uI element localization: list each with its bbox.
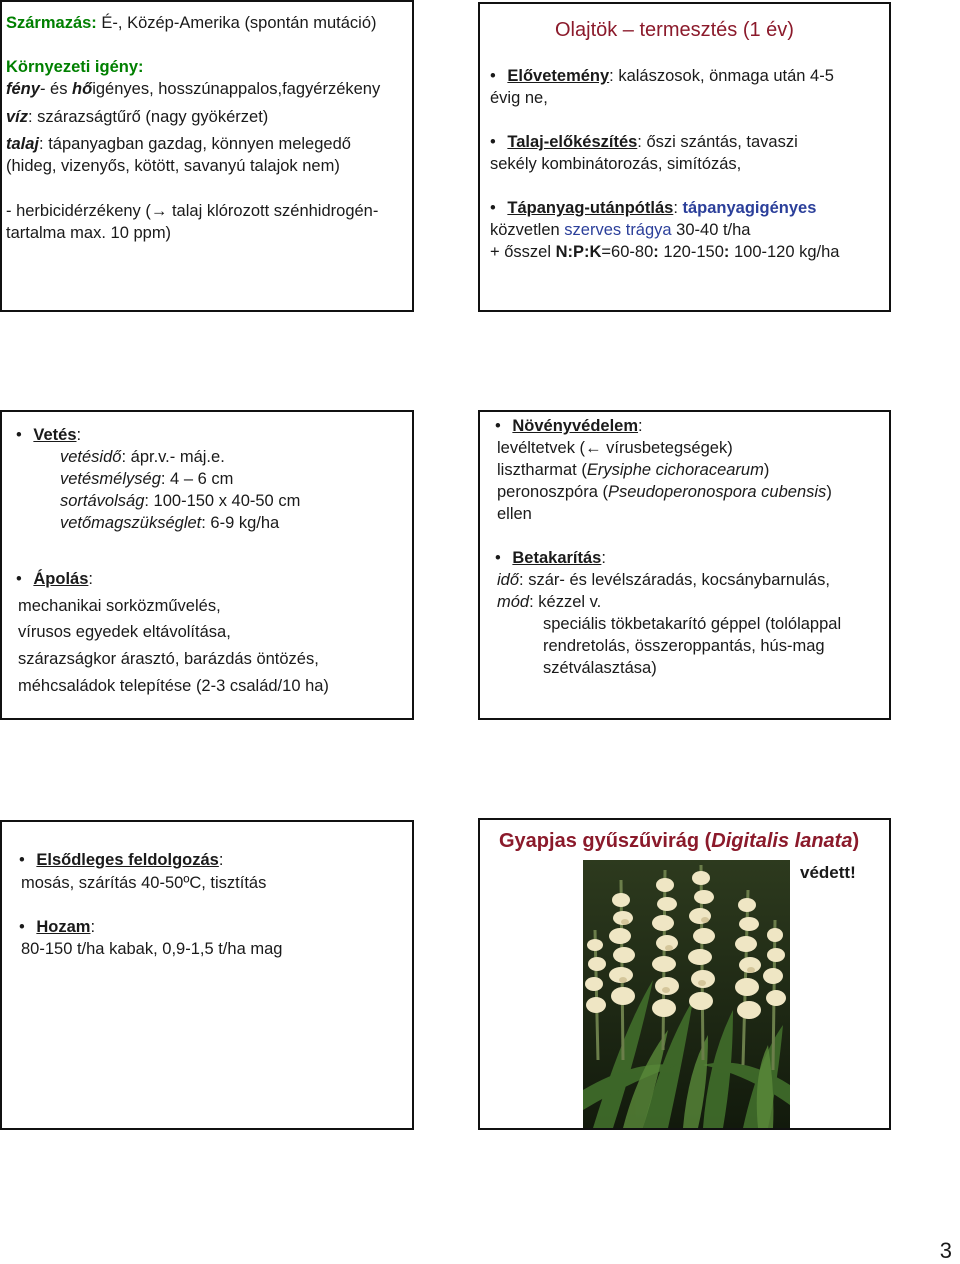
npk-line xyxy=(490,241,839,263)
herbicide-line: - herbicidérzékeny (→ talaj klórozott szénhidrogén- xyxy=(6,202,379,220)
harvest-time-term: idő xyxy=(497,571,520,589)
soil-text: : tápanyagban gazdag, könnyen melegedő xyxy=(39,135,351,153)
pre-crop-text: : kalászosok, önmaga után 4-5 xyxy=(609,67,834,85)
sowing-heading xyxy=(16,424,81,446)
protection-colon: : xyxy=(638,417,643,435)
water-text: : szárazságtűrő (nagy gyökérzet) xyxy=(28,108,269,126)
npk-k: 100-120 kg/ha xyxy=(729,243,840,261)
protection-label: Növényvédelem xyxy=(512,417,639,435)
yield-text: 80-150 t/ha kabak, 0,9-1,5 t/ha mag xyxy=(21,940,283,958)
protection-item xyxy=(497,459,769,481)
care-item: vírusos egyedek eltávolítása, xyxy=(18,623,231,641)
harvest-heading xyxy=(495,547,606,569)
harvest-time-value: : szár- és levélszáradás, kocsánybarnulás, xyxy=(519,571,830,589)
water-line xyxy=(6,106,268,128)
protection-item: levéltetvek (← vírusbetegségek) xyxy=(497,439,733,457)
npk-n: =60-80 xyxy=(601,243,654,261)
care-colon: : xyxy=(88,570,93,588)
foxglove-plant-photo xyxy=(583,860,790,1128)
row-spacing-line xyxy=(60,490,300,512)
foxglove-title-a: Gyapjas gyűszűvirág ( xyxy=(499,830,712,852)
downy-suffix: ) xyxy=(826,483,832,501)
slide-processing xyxy=(0,820,414,1130)
processing-text: mosás, szárítás 40-50ºC, tisztítás xyxy=(21,874,267,892)
heat-term: hő xyxy=(72,80,93,98)
soil-prep-line xyxy=(490,131,798,153)
harvest-mode-value: : kézzel v. xyxy=(529,593,602,611)
foxglove-plant-icon xyxy=(583,860,790,1128)
processing-heading xyxy=(19,849,223,871)
row-spacing-term: sortávolság xyxy=(60,492,145,510)
soil-prep-line-2: sekély kombinátorozás, simítózás, xyxy=(490,155,742,173)
npk-sep-1: : xyxy=(653,243,659,261)
nutrient-colon: : xyxy=(673,199,683,217)
harvest-colon: : xyxy=(601,549,606,567)
sowing-label: Vetés xyxy=(33,426,77,444)
sowing-depth-term: vetésmélység xyxy=(60,470,161,488)
soil-term: talaj xyxy=(6,135,40,153)
yield-label: Hozam xyxy=(36,918,91,936)
care-item: méhcsaládok telepítése (2-3 család/10 ha) xyxy=(18,677,329,695)
harvest-mode-line xyxy=(497,591,601,613)
soil-prep-label: Talaj-előkészítés xyxy=(507,133,638,151)
light-line xyxy=(6,78,380,100)
seed-need-term: vetőmagszükséglet xyxy=(60,514,202,532)
soil-line xyxy=(6,133,351,155)
sowing-time-term: vetésidő xyxy=(60,448,122,466)
water-term: víz xyxy=(6,108,29,126)
nutrient-label: Tápanyag-utánpótlás xyxy=(507,199,674,217)
manure-term: szerves trágya xyxy=(564,221,672,239)
sowing-colon: : xyxy=(76,426,82,444)
pre-crop-line xyxy=(490,65,834,87)
npk-prefix: + ősszel xyxy=(490,243,556,261)
downy-latin: Pseudoperonospora cubensis xyxy=(607,483,827,501)
sowing-depth-value: : 4 – 6 cm xyxy=(160,470,234,488)
slide-foxglove xyxy=(478,818,891,1130)
slide-sowing xyxy=(0,410,414,720)
nutrient-line xyxy=(490,197,816,219)
nutrient-need: tápanyagigényes xyxy=(682,199,817,217)
harvest-machine-line: rendretolás, összeroppantás, hús-mag xyxy=(543,637,825,655)
manure-prefix: közvetlen xyxy=(490,221,565,239)
npk-sep-2: : xyxy=(723,243,730,261)
cultivation-title: Olajtök – termesztés (1 év) xyxy=(555,19,794,41)
light-joiner: - és xyxy=(39,80,73,98)
page-number: 3 xyxy=(939,1238,952,1263)
sowing-time-value: : ápr.v.- máj.e. xyxy=(121,448,225,466)
care-item: szárazságkor árasztó, barázdás öntözés, xyxy=(18,650,319,668)
processing-label: Elsődleges feldolgozás xyxy=(36,851,219,869)
origin-line xyxy=(6,12,377,34)
yield-colon: : xyxy=(90,918,96,936)
herbicide-line-2: tartalma max. 10 ppm) xyxy=(6,224,172,242)
row-spacing-value: : 100-150 x 40-50 cm xyxy=(144,492,301,510)
origin-value: É-, Közép-Amerika (spontán mutáció) xyxy=(96,14,377,32)
foxglove-title xyxy=(499,830,859,853)
npk-label: N:P:K xyxy=(555,243,602,261)
manure-amount: 30-40 t/ha xyxy=(671,221,751,239)
harvest-label: Betakarítás xyxy=(512,549,602,567)
mildew-prefix: lisztharmat ( xyxy=(497,461,587,479)
harvest-mode-term: mód xyxy=(497,593,530,611)
seed-need-line xyxy=(60,512,279,534)
protection-heading xyxy=(495,415,643,437)
mildew-latin: Erysiphe cichoracearum xyxy=(586,461,764,479)
care-label: Ápolás xyxy=(33,570,89,588)
yield-heading xyxy=(19,916,95,938)
harvest-time-line xyxy=(497,569,830,591)
origin-label: Származás: xyxy=(6,14,97,32)
downy-prefix: peronoszpóra ( xyxy=(497,483,608,501)
light-term: fény xyxy=(6,80,40,98)
harvest-machine-line: szétválasztása) xyxy=(543,659,657,677)
slide-cultivation xyxy=(478,2,891,312)
light-text: igényes, hosszúnappalos,fagyérzékeny xyxy=(92,80,381,98)
soil-line-2: (hideg, vizenyős, kötött, savanyú talajok nem) xyxy=(6,157,340,175)
protection-item xyxy=(497,481,832,503)
care-heading xyxy=(16,568,93,590)
pre-crop-label: Elővetemény xyxy=(507,67,610,85)
pre-crop-line-2: évig ne, xyxy=(490,89,548,107)
env-heading: Környezeti igény: xyxy=(6,58,144,76)
care-item: mechanikai sorközművelés, xyxy=(18,597,221,615)
protected-label: védett! xyxy=(800,863,856,882)
manure-line xyxy=(490,219,750,241)
npk-p: 120-150 xyxy=(658,243,724,261)
processing-colon: : xyxy=(218,851,224,869)
harvest-machine-line: speciális tökbetakarító géppel (tolólappal xyxy=(543,615,842,633)
protection-item: ellen xyxy=(497,505,532,523)
sowing-time-line xyxy=(60,446,225,468)
sowing-depth-line xyxy=(60,468,233,490)
mildew-suffix: ) xyxy=(763,461,770,479)
slide-origin xyxy=(0,0,414,312)
foxglove-title-c: ) xyxy=(852,830,860,852)
soil-prep-text: : őszi szántás, tavaszi xyxy=(637,133,798,151)
seed-need-value: : 6-9 kg/ha xyxy=(201,514,280,532)
foxglove-latin: Digitalis lanata xyxy=(711,830,853,852)
slide-protection xyxy=(478,410,891,720)
